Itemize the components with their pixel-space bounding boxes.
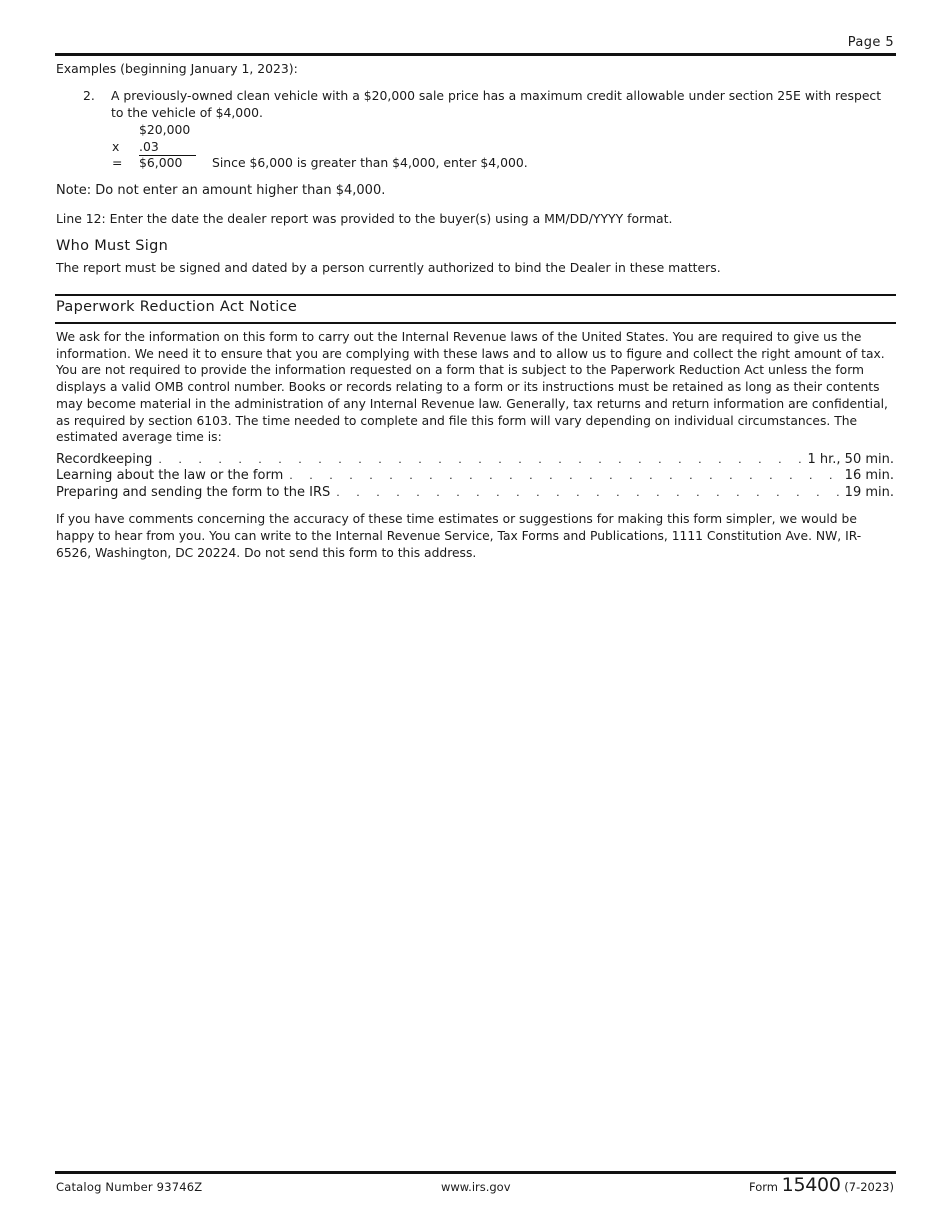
time-label: Preparing and sending the form to the IRS: [56, 485, 331, 500]
time-value: 1 hr., 50 min.: [807, 452, 894, 467]
time-label: Recordkeeping: [56, 452, 153, 467]
dot-leader: [158, 453, 803, 466]
section-rule-bottom: [55, 322, 896, 324]
dot-leader: [289, 469, 840, 482]
form-identifier: [749, 1174, 894, 1196]
form-revision: (7-2023): [844, 1180, 894, 1194]
calc-line2-operator: x: [112, 139, 120, 154]
time-estimate-row: [56, 452, 894, 469]
time-estimate-row: [56, 485, 894, 502]
who-must-sign-text: The report must be signed and dated by a person currently authorized to bind the Dealer in these matters.: [56, 260, 721, 275]
irs-website[interactable]: www.irs.gov: [441, 1180, 511, 1194]
time-value: 19 min.: [844, 485, 894, 500]
calc-line3-value: $6,000: [139, 155, 183, 170]
time-estimate-row: [56, 468, 894, 485]
form-number: 15400: [781, 1174, 841, 1196]
paperwork-heading: Paperwork Reduction Act Notice: [56, 299, 298, 315]
form-prefix: Form: [749, 1180, 779, 1194]
calc-line3-operator: =: [112, 155, 123, 170]
time-label: Learning about the law or the form: [56, 468, 284, 483]
section-rule-top: [55, 294, 896, 296]
paperwork-body: We ask for the information on this form to carry out the Internal Revenue laws of the United States. You are required to give us the information. We need it to ensure that you are complying with these laws and to allow us to figure and collect the right amount of tax. You are not required to provide the information requested on a form that is subject to the Paperwork Reduction Act unless the form displays a valid OMB control number. Books or records relating to a form or its instructions must be retained as long as their contents may become material in the administration of any Internal Revenue law. Generally, tax returns and return information are confidential, as required by section 6103. The time needed to complete and file this form will vary depending on individual circumstances. The estimated average time is:: [56, 330, 888, 445]
time-value: 16 min.: [844, 468, 894, 483]
example-item-text: A previously-owned clean vehicle with a $20,000 sale price has a maximum credit allowable under section 25E with respect to the vehicle of $4,000.: [111, 88, 882, 120]
note-text: Note: Do not enter an amount higher than $4,000.: [56, 183, 386, 198]
paperwork-closing: If you have comments concerning the accuracy of these time estimates or suggestions for making this form simpler, we would be happy to hear from you. You can write to the Internal Revenue Service, Tax Forms and Publications, 1111 Constitution Ave. NW, IR-6526, Washington, DC 20224. Do not send this form to this address.: [56, 512, 862, 560]
who-must-sign-heading: Who Must Sign: [56, 238, 169, 254]
catalog-number: Catalog Number 93746Z: [56, 1180, 203, 1194]
calc-line1-value: $20,000: [139, 122, 191, 137]
calc-line2-value: .03: [139, 139, 159, 154]
page-number: Page 5: [847, 35, 894, 50]
header-rule: [55, 53, 896, 56]
dot-leader: [336, 486, 840, 499]
example-item-number: 2.: [83, 88, 95, 103]
line12-instructions: Line 12: Enter the date the dealer report was provided to the buyer(s) using a MM/DD/YYYY format.: [56, 211, 673, 226]
examples-heading: Examples (beginning January 1, 2023):: [56, 61, 298, 76]
calc-line3-comment: Since $6,000 is greater than $4,000, enter $4,000.: [212, 155, 528, 170]
